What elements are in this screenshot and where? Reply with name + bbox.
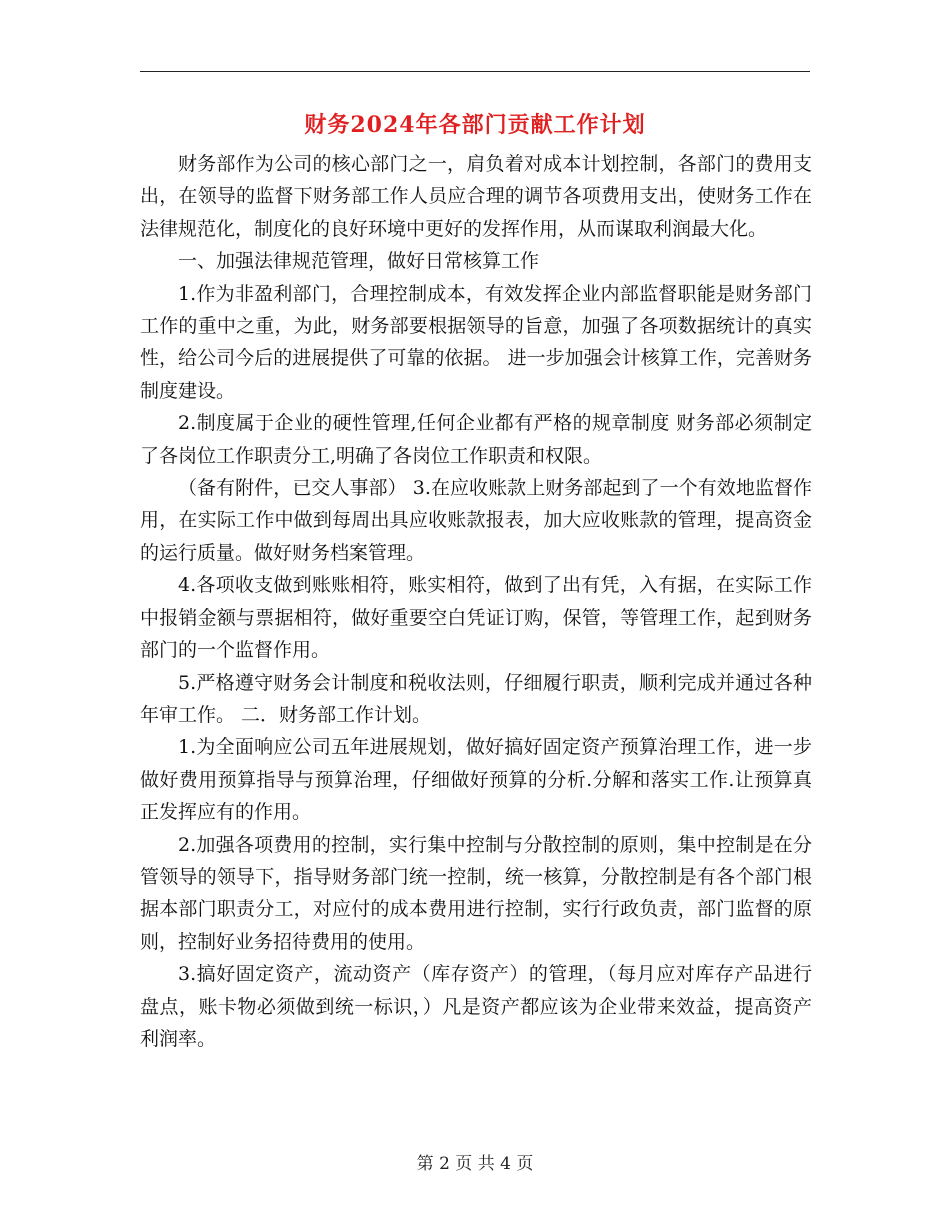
page-number: 第 2 页 共 4 页 <box>416 1154 534 1174</box>
paragraph-item: 2.加强各项费用的控制，实行集中控制与分散控制的原则，集中控制是在分管领导的领导下，指导财务部门统一控制，统一核算，分散控制是有各个部门根据本部门职责分工，对应付的成本费用进行控制，实行行政负责，部门监督的原则，控制好业务招待费用的使用。 <box>140 833 812 953</box>
paragraph-item: 4.各项收支做到账账相符，账实相符，做到了出有凭，入有据，在实际工作中报销金额与票据相符，做好重要空白凭证订购，保管，等管理工作，起到财务部门的一个监督作用。 <box>140 574 812 662</box>
paragraph-item: 2.制度属于企业的硬性管理,任何企业都有严格的规章制度 财务部必须制定了各岗位工作职责分工,明确了各岗位工作职责和权限。 <box>140 412 812 467</box>
paragraph-item: 1.作为非盈利部门，合理控制成本，有效发挥企业内部监督职能是财务部门工作的重中之重，为此，财务部要根据领导的旨意，加强了各项数据统计的真实性，给公司今后的进展提供了可靠的依据。 进一步加强会计核算工作，完善财务制度建设。 <box>140 282 812 402</box>
header-rule <box>140 71 810 72</box>
paragraph-item: 3.搞好固定资产，流动资产（库存资产）的管理，（每月应对库存产品进行盘点，账卡物必须做到统一标识，）凡是资产都应该为企业带来效益，提高资产利润率。 <box>140 963 812 1050</box>
paragraph-intro: 财务部作为公司的核心部门之一，肩负着对成本计划控制，各部门的费用支出，在领导的监督下财务部工作人员应合理的调节各项费用支出，使财务工作在法律规范化，制度化的良好环境中更好的发挥作用，从而谋取利润最大化。 <box>140 153 812 240</box>
paragraph-item: 1.为全面响应公司五年进展规划，做好搞好固定资产预算治理工作，进一步做好费用预算指导与预算治理，仔细做好预算的分析.分解和落实工作.让预算真正发挥应有的作用。 <box>140 736 812 824</box>
document-title: 财务2024年各部门贡献工作计划 <box>304 112 646 138</box>
paragraph-item: 5.严格遵守财务会计制度和税收法则，仔细履行职责，顺利完成并通过各种年审工作。 二．财务部工作计划。 <box>140 671 812 726</box>
paragraph-item: （备有附件，已交人事部） 3.在应收账款上财务部起到了一个有效地监督作用，在实际工作中做到每周出具应收账款报表，加大应收账款的管理，提高资金的运行质量。做好财务档案管理。 <box>140 477 812 564</box>
document-body <box>140 148 812 1055</box>
section-heading-1: 一、加强法律规范管理，做好日常核算工作 <box>178 250 540 273</box>
